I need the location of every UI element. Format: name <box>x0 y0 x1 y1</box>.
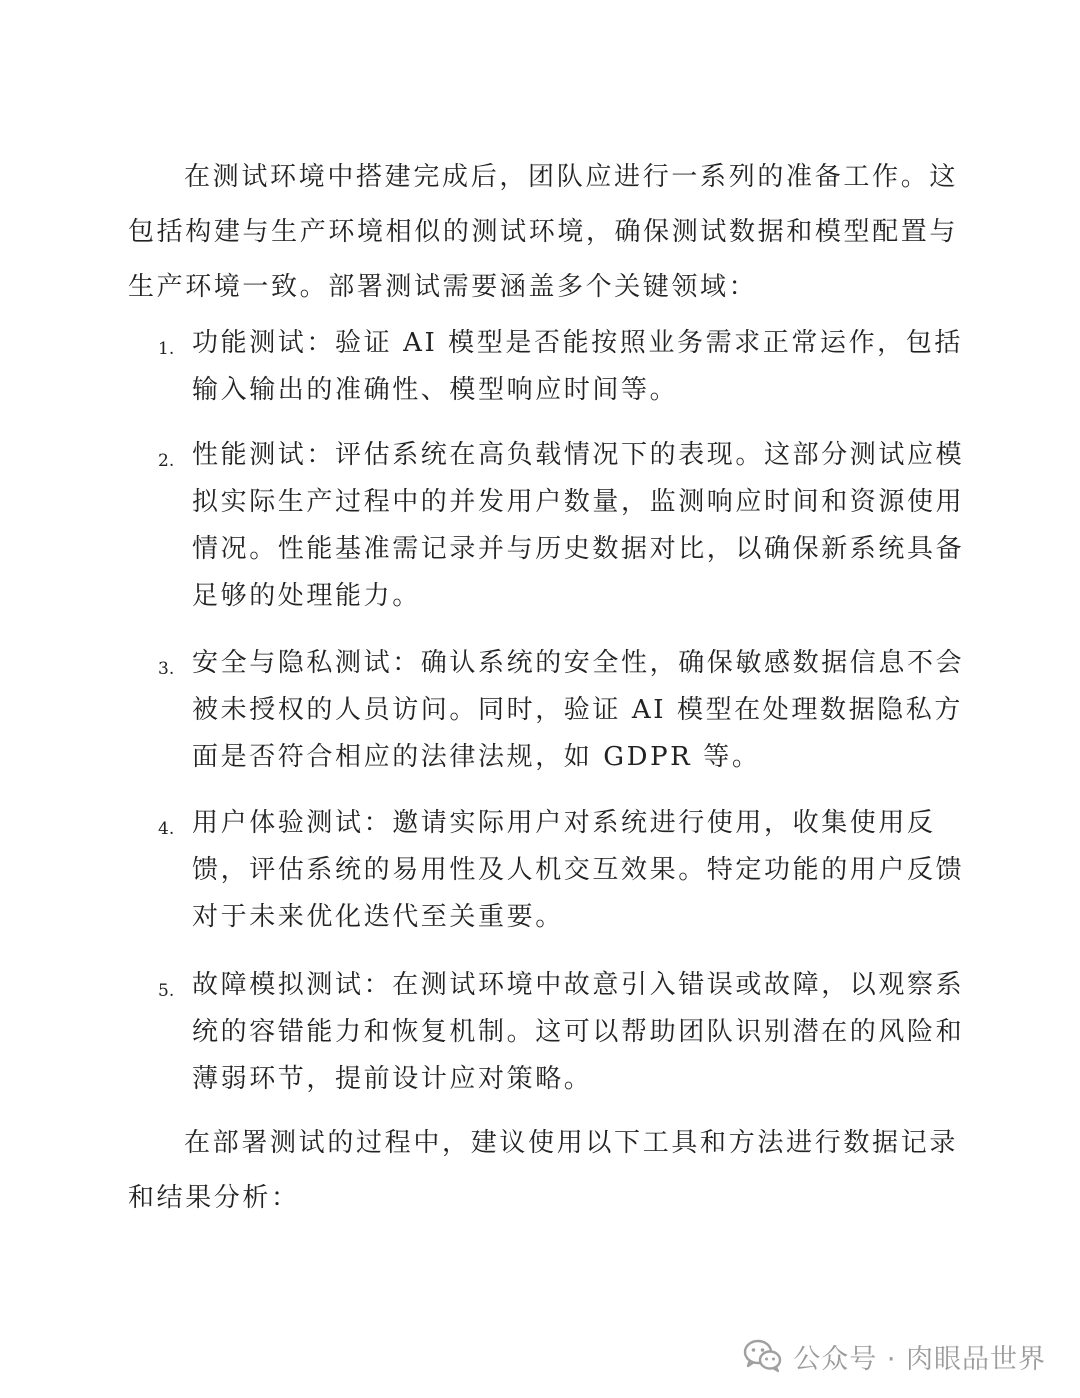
outro-paragraph: 在部署测试的过程中，建议使用以下工具和方法进行数据记录和结果分析： <box>128 1128 958 1213</box>
list-item-text: 功能测试：验证 AI 模型是否能按照业务需求正常运作，包括输入输出的准确性、模型响应时间等。 <box>192 328 963 405</box>
list-item-number: 5. <box>158 981 175 1001</box>
list-item-text: 性能测试：评估系统在高负载情况下的表现。这部分测试应模拟实际生产过程中的并发用户数量，监测响应时间和资源使用情况。性能基准需记录并与历史数据对比，以确保新系统具备足够的处理能力。 <box>192 440 965 611</box>
watermark-text: 公众号 · 肉眼品世界 <box>793 1343 1046 1375</box>
list-item-number: 3. <box>158 659 175 679</box>
list-item-number: 4. <box>158 819 175 839</box>
list-item-text: 安全与隐私测试：确认系统的安全性，确保敏感数据信息不会被未授权的人员访问。同时，验证 AI 模型在处理数据隐私方面是否符合相应的法律法规，如 GDPR 等。 <box>192 648 965 772</box>
list-item-number: 1. <box>158 339 175 359</box>
wechat-icon <box>743 1338 783 1374</box>
watermark <box>743 1334 1046 1378</box>
list-item-text: 故障模拟测试：在测试环境中故意引入错误或故障，以观察系统的容错能力和恢复机制。这可以帮助团队识别潜在的风险和薄弱环节，提前设计应对策略。 <box>192 970 965 1094</box>
list-item-number: 2. <box>158 451 175 471</box>
intro-paragraph: 在测试环境中搭建完成后，团队应进行一系列的准备工作。这包括构建与生产环境相似的测试环境，确保测试数据和模型配置与生产环境一致。部署测试需要涵盖多个关键领域： <box>128 162 958 302</box>
list-item-text: 用户体验测试：邀请实际用户对系统进行使用，收集使用反馈，评估系统的易用性及人机交互效果。特定功能的用户反馈对于未来优化迭代至关重要。 <box>192 808 965 932</box>
